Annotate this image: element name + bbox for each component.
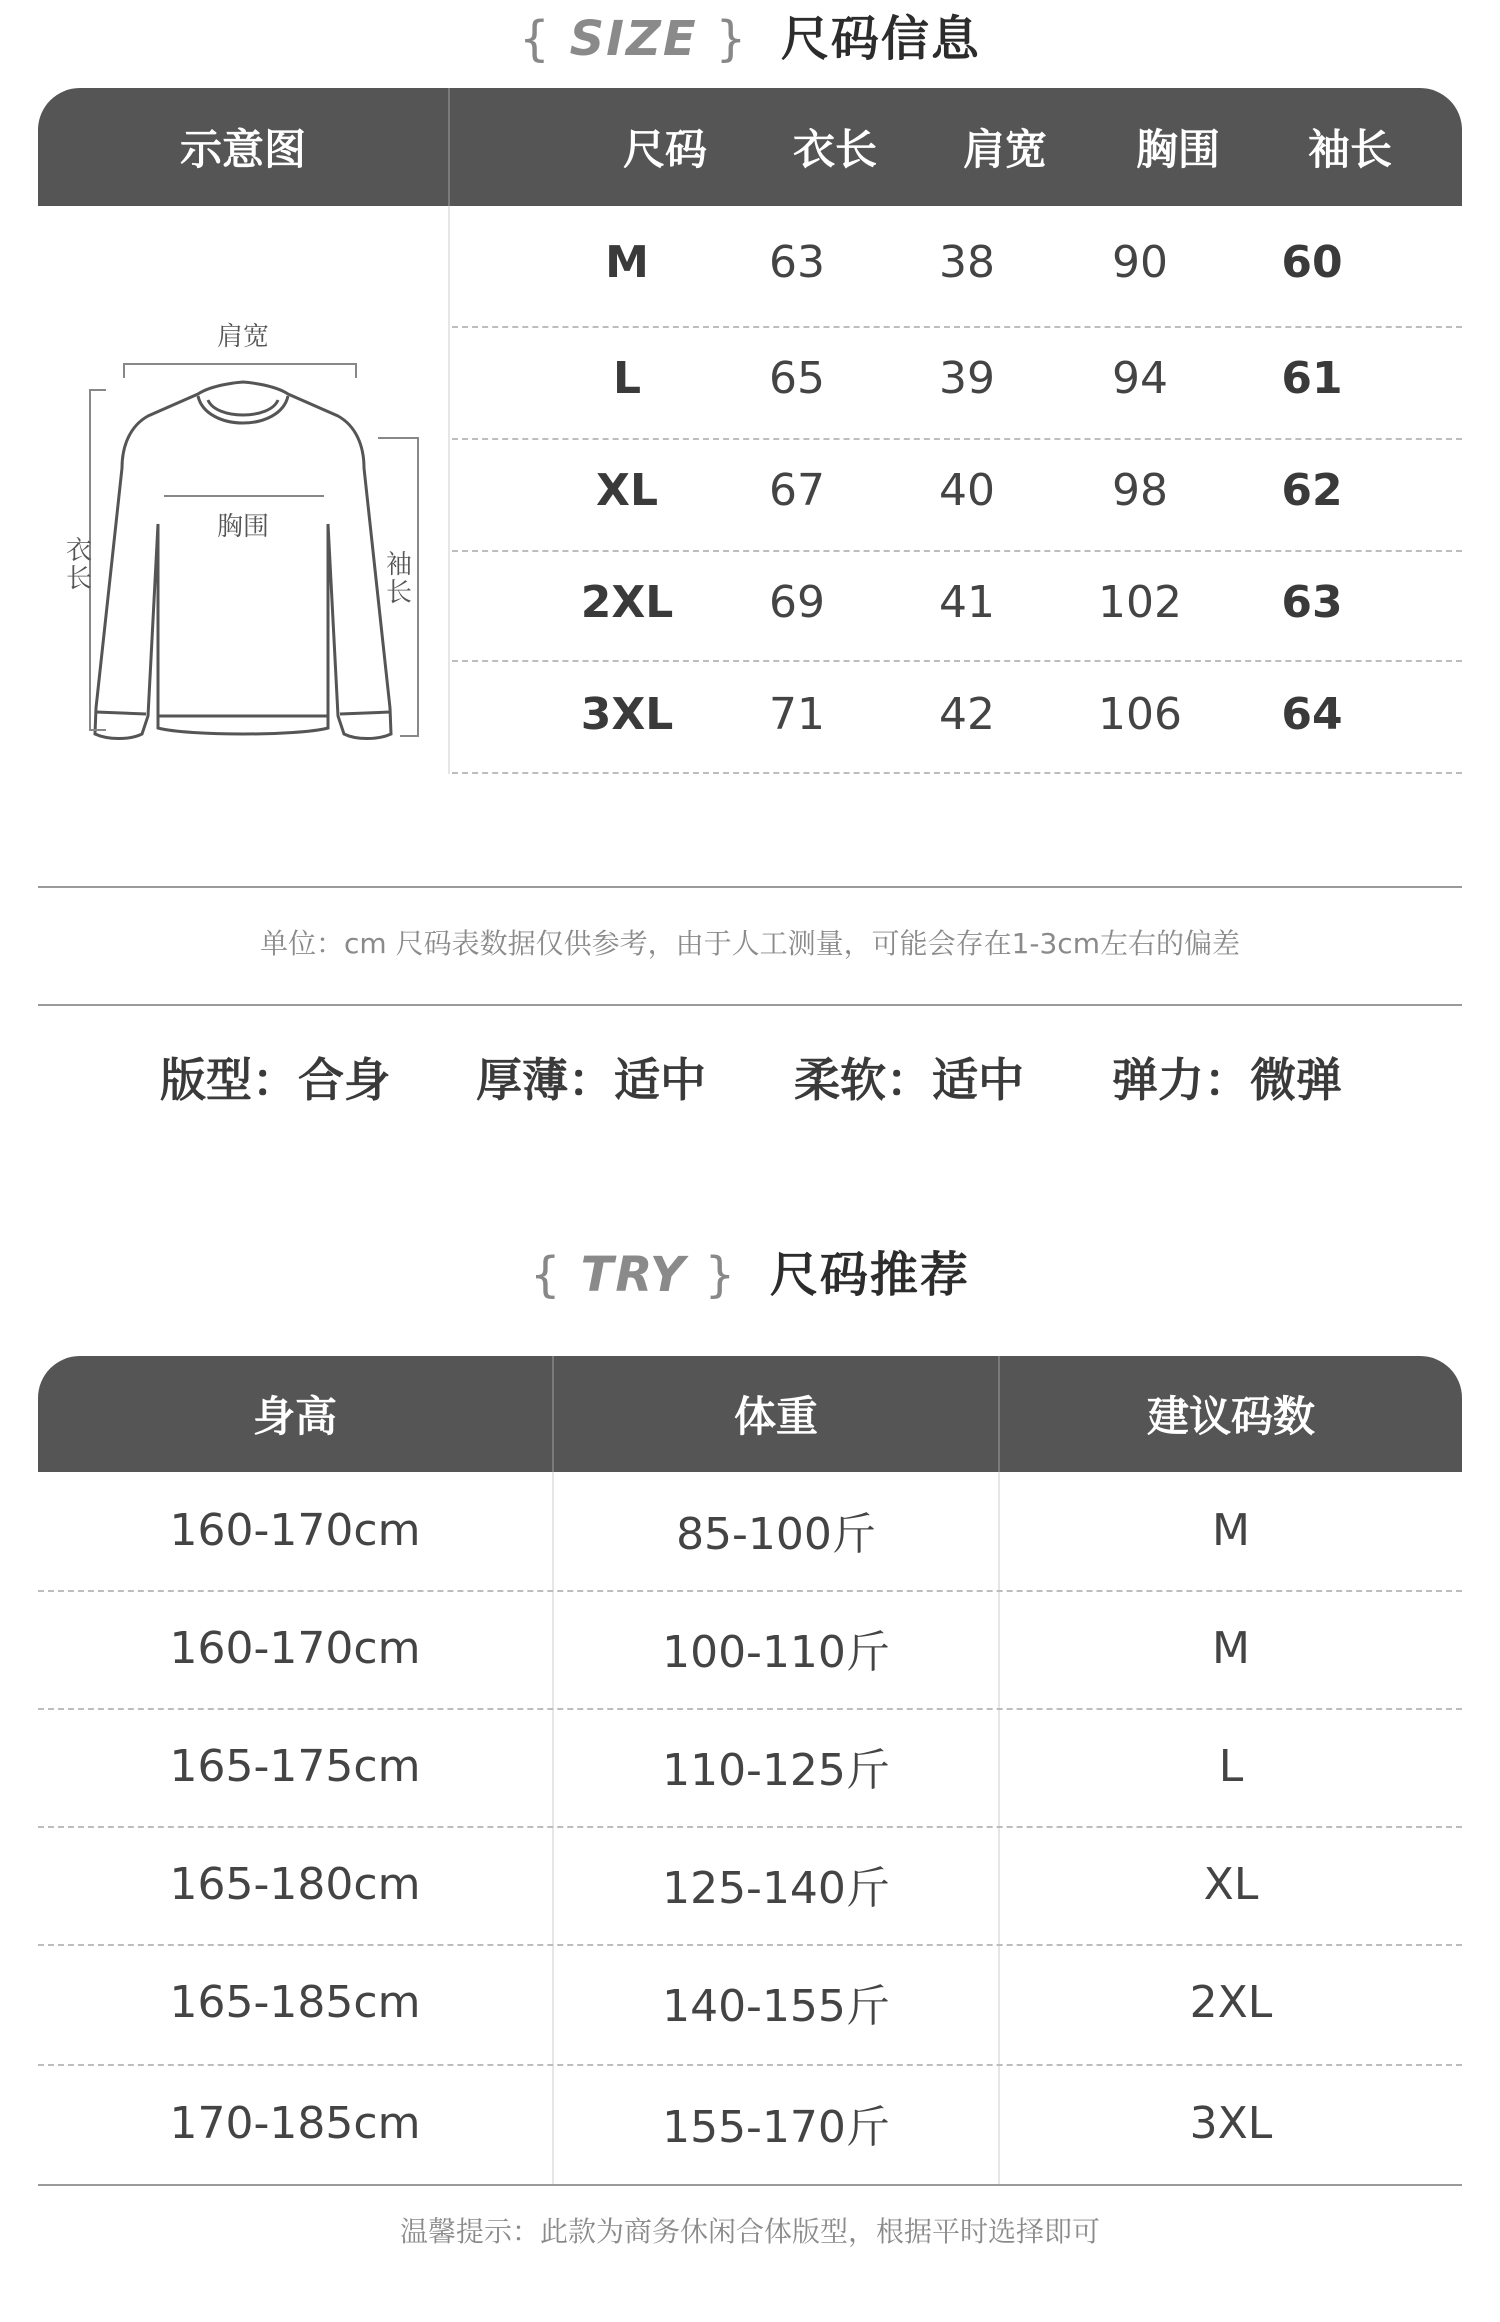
height-cell: 160-170cm [169, 1504, 421, 1556]
title-brace-open: { [519, 11, 552, 67]
weight-cell: 155-170斤 [662, 2102, 890, 2153]
attr-fit-label: 版型： [160, 1053, 298, 1107]
chest-cell: 90 [1112, 236, 1168, 288]
attr-softness [794, 1044, 1024, 1110]
chest-cell: 94 [1112, 352, 1168, 404]
shoulder-cell: 42 [939, 688, 995, 740]
height-cell: 165-180cm [169, 1858, 421, 1910]
try-section-title [0, 1236, 1500, 1305]
recommended-size-cell: XL [1203, 1858, 1259, 1910]
col-header-recommended: 建议码数 [1146, 1392, 1315, 1441]
note-top-rule [38, 886, 1462, 888]
size-table-body [0, 206, 1500, 776]
title-brace-close: } [715, 11, 749, 67]
recommended-size-cell: M [1212, 1504, 1250, 1556]
row-divider [452, 772, 1462, 774]
title-cn: 尺码信息 [780, 11, 981, 67]
size-cell: 3XL [580, 688, 674, 740]
attr-fit-value: 合身 [298, 1053, 390, 1107]
weight-cell: 85-100斤 [676, 1509, 876, 1560]
chest-cell: 106 [1098, 688, 1182, 740]
size-cell: L [612, 352, 642, 404]
sleeve-cell: 62 [1281, 464, 1343, 516]
diagram-header: 示意图 [179, 125, 306, 174]
col-header-height: 身高 [252, 1392, 337, 1441]
label-length-1: 衣 [66, 536, 93, 566]
title-eng: TRY [580, 1247, 687, 1303]
attr-fit [160, 1044, 390, 1110]
sleeve-cell: 63 [1281, 576, 1343, 628]
attr-thickness-label: 厚薄： [476, 1053, 614, 1107]
label-sleeve-2: 长 [386, 578, 413, 608]
attr-softness-value: 适中 [932, 1053, 1024, 1107]
col-header-chest: 胸围 [1135, 125, 1220, 174]
footer-note: 温馨提示：此款为商务休闲合体版型，根据平时选择即可 [399, 2215, 1100, 2248]
sleeve-cell: 60 [1281, 236, 1343, 288]
col-header-size: 尺码 [622, 125, 707, 174]
try-table-header [38, 1356, 1462, 1472]
height-cell: 165-175cm [169, 1740, 421, 1792]
title-brace-close: } [704, 1247, 738, 1303]
attr-thickness-value: 适中 [614, 1053, 706, 1107]
shoulder-cell: 40 [939, 464, 995, 516]
size-cell: 2XL [580, 576, 674, 628]
recommended-size-cell: 2XL [1189, 1976, 1273, 2028]
attr-elasticity [1112, 1044, 1342, 1110]
size-cell: M [605, 236, 649, 288]
try-table-bottom-rule [38, 2184, 1462, 2186]
note-bottom-rule [38, 1004, 1462, 1006]
title-cn: 尺码推荐 [769, 1247, 970, 1303]
height-cell: 165-185cm [169, 1976, 421, 2028]
sleeve-cell: 64 [1281, 688, 1343, 740]
header-divider [448, 88, 450, 206]
weight-cell: 140-155斤 [662, 1981, 890, 2032]
attr-softness-label: 柔软： [794, 1053, 932, 1107]
length-cell: 71 [769, 688, 825, 740]
recommended-size-cell: M [1212, 1622, 1250, 1674]
recommended-size-cell: L [1218, 1740, 1244, 1792]
attr-elasticity-label: 弹力： [1112, 1053, 1250, 1107]
attr-thickness [476, 1044, 706, 1110]
label-shoulder: 肩宽 [216, 322, 269, 352]
sleeve-cell: 61 [1281, 352, 1343, 404]
shoulder-cell: 41 [939, 576, 995, 628]
label-length-2: 长 [66, 564, 93, 594]
weight-cell: 110-125斤 [662, 1745, 890, 1796]
title-eng: SIZE [569, 11, 698, 67]
col-header-sleeve: 袖长 [1307, 125, 1392, 174]
col-header-weight: 体重 [733, 1392, 818, 1441]
recommended-size-cell: 3XL [1189, 2097, 1273, 2149]
chest-cell: 102 [1098, 576, 1182, 628]
col-header-shoulder: 肩宽 [962, 125, 1047, 174]
shoulder-cell: 39 [939, 352, 995, 404]
try-table-body [0, 1472, 1500, 2184]
length-cell: 65 [769, 352, 825, 404]
label-sleeve-1: 袖 [386, 550, 413, 580]
label-chest: 胸围 [216, 512, 269, 542]
length-cell: 63 [769, 236, 825, 288]
size-section-title [0, 0, 1500, 69]
attributes-row [0, 1040, 1500, 1110]
unit-note: 单位：cm 尺码表数据仅供参考，由于人工测量，可能会存在1-3cm左右的偏差 [260, 927, 1240, 960]
shoulder-cell: 38 [939, 236, 995, 288]
length-cell: 69 [769, 576, 825, 628]
size-cell: XL [596, 464, 658, 516]
col-header-length: 衣长 [792, 125, 877, 174]
height-cell: 160-170cm [169, 1622, 421, 1674]
size-table-header [38, 88, 1462, 206]
attr-elasticity-value: 微弹 [1250, 1053, 1342, 1107]
length-cell: 67 [769, 464, 825, 516]
title-brace-open: { [530, 1247, 563, 1303]
weight-cell: 125-140斤 [662, 1863, 890, 1914]
height-cell: 170-185cm [169, 2097, 421, 2149]
chest-cell: 98 [1112, 464, 1168, 516]
weight-cell: 100-110斤 [662, 1627, 890, 1678]
